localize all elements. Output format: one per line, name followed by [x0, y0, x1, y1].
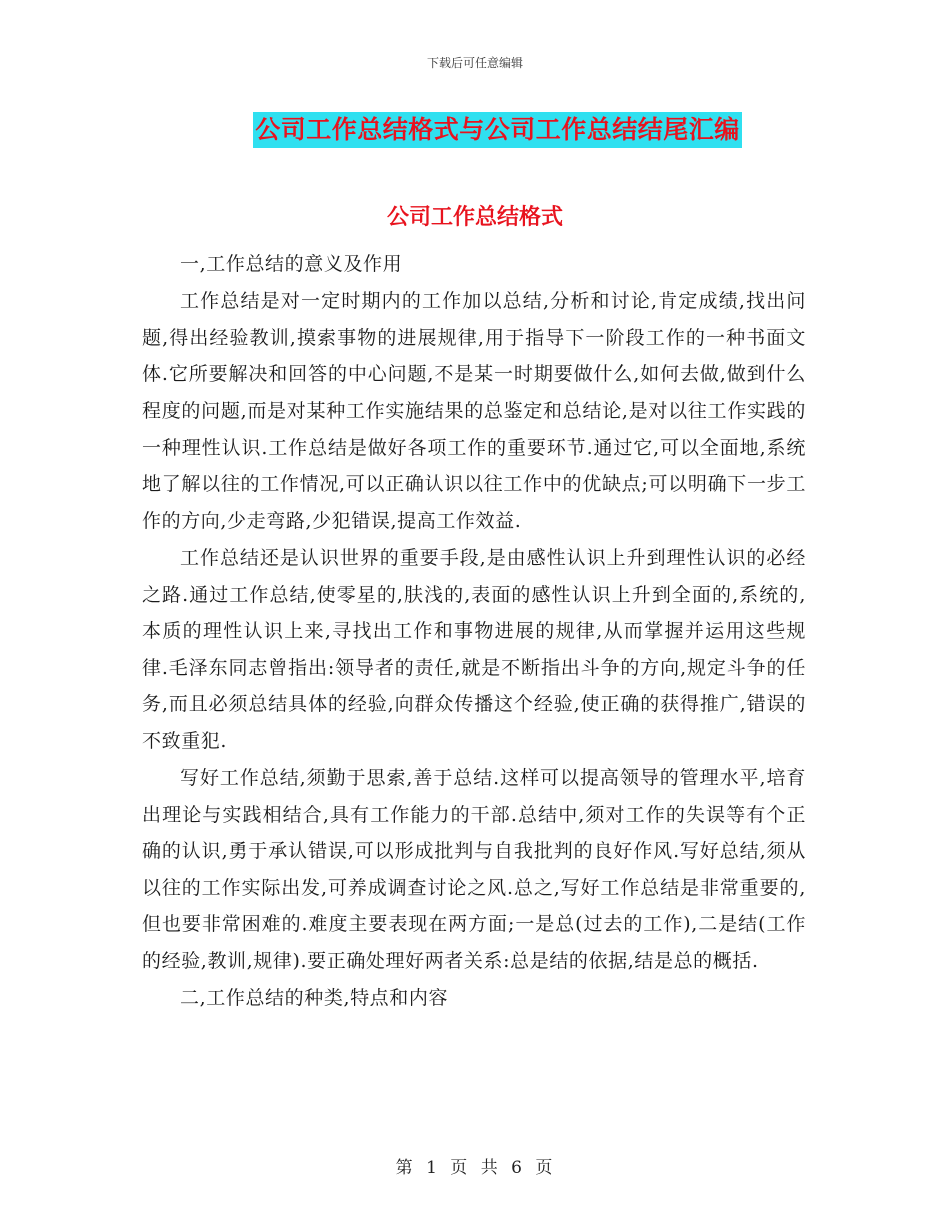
- heading-paragraph: 二,工作总结的种类,特点和内容: [180, 987, 449, 1010]
- heading-paragraph: 一,工作总结的意义及作用: [180, 253, 403, 275]
- section-title: 公司工作总结格式: [386, 204, 563, 230]
- document-body: [142, 246, 806, 1017]
- document-title: 公司工作总结格式与公司工作总结结尾汇编: [253, 112, 742, 148]
- body-paragraph: 工作总结还是认识世界的重要手段,是由感性认识上升到理性认识的必经之路.通过工作总结,使零星的,肤浅的,表面的感性认识上升到全面的,系统的,本质的理性认识上来,寻找出工作和事物进展的规律,从而掌握并运用这些规律.毛泽东同志曾指出:领导者的责任,就是不断指出斗争的方向,规定斗争的任务,而且必须总结具体的经验,向群众传播这个经验,使正确的获得推广,错误的不致重犯.: [142, 546, 806, 752]
- page-header-note: 下载后可任意编辑: [426, 56, 523, 70]
- page-footer: 第 1 页 共 6 页: [395, 1158, 555, 1178]
- body-paragraph: 工作总结是对一定时期内的工作加以总结,分析和讨论,肯定成绩,找出问题,得出经验教训,摸索事物的进展规律,用于指导下一阶段工作的一种书面文体.它所要解决和回答的中心问题,不是某一时期要做什么,如何去做,做到什么程度的问题,而是对某种工作实施结果的总鉴定和总结论,是对以往工作实践的一种理性认识.工作总结是做好各项工作的重要环节.通过它,可以全面地,系统地了解以往的工作情况,可以正确认识以往工作中的优缺点;可以明确下一步工作的方向,少走弯路,少犯错误,提高工作效益.: [142, 290, 806, 532]
- body-paragraph: 写好工作总结,须勤于思索,善于总结.这样可以提高领导的管理水平,培育出理论与实践相结合,具有工作能力的干部.总结中,须对工作的失误等有个正确的认识,勇于承认错误,可以形成批判与自我批判的良好作风.写好总结,须从以往的工作实际出发,可养成调查讨论之风.总之,写好工作总结是非常重要的,但也要非常困难的.难度主要表现在两方面;一是总(过去的工作),二是结(工作的经验,教训,规律).要正确处理好两者关系:总是结的依据,结是总的概括.: [142, 767, 806, 973]
- document-title-container: [0, 112, 950, 148]
